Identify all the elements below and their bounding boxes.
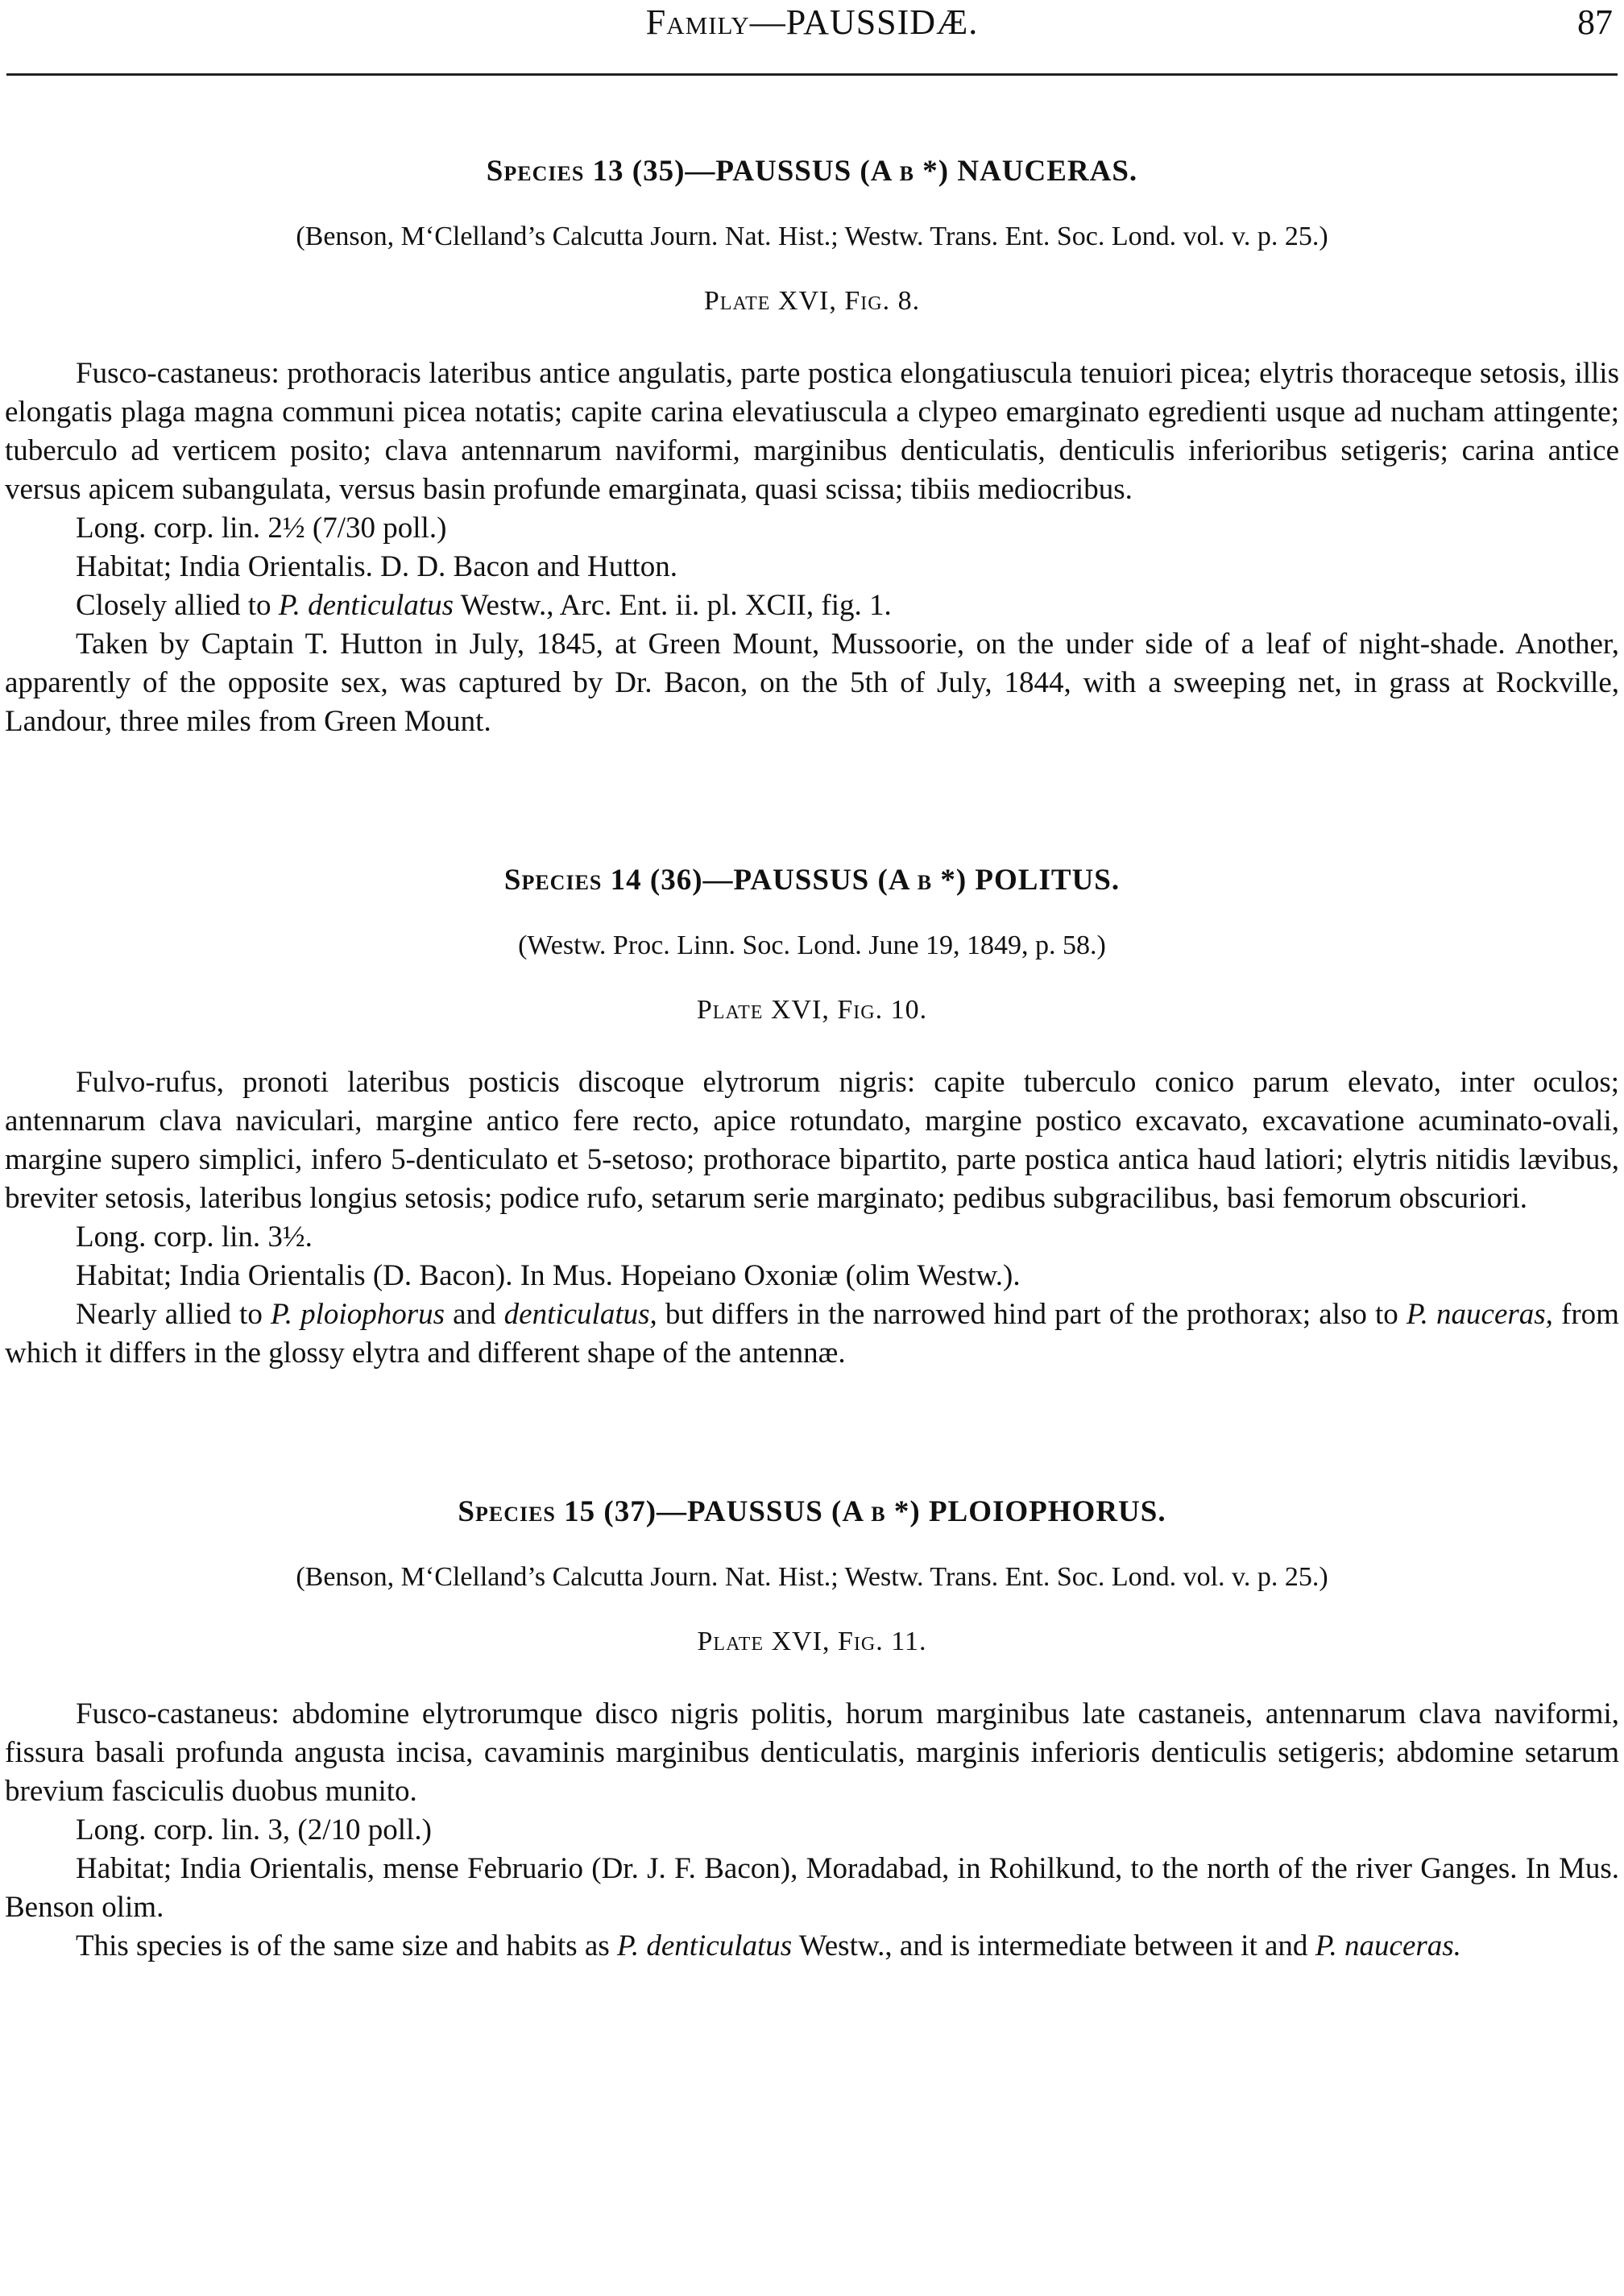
comparison-text: This species is of the same size and habits as xyxy=(76,1929,617,1962)
species-heading: Species 14 (36)—PAUSSUS (A b *) POLITUS. xyxy=(503,864,1121,897)
affinity-text: but differs in the narrowed hind part of the prothorax; also to xyxy=(657,1298,1406,1331)
plate-reference: Plate XVI, Fig. 8. xyxy=(703,286,921,316)
habitat: Habitat; India Orientalis. D. D. Bacon and Hutton. xyxy=(76,550,678,583)
species-name: P. denticulatus xyxy=(278,589,454,622)
species-name: P. denticulatus xyxy=(617,1929,793,1962)
plate-reference: Plate XVI, Fig. 11. xyxy=(697,1627,927,1656)
body-length: Long. corp. lin. 3½. xyxy=(76,1221,313,1254)
latin-description: Fusco-castaneus: prothoracis lateribus antice angulatis, parte postica elongatiuscula tenuiori picea; elytris thoraceque setosis, illis elongatis plaga magna communi picea notatis; capite carina elevatiuscula a clypeo emarginato egredienti usque ad nucham attingente; tuberculo ad verticem posito; clava antennarum naviformi, marginibus denticulatis, denticulis inferioribus setigeris; carina antice versus apicem subangulata, versus basin profunde emarginata, quasi scissa; tibiis mediocribus. xyxy=(5,357,1619,506)
affinity-text: from which it differs in the glossy elytra and different shape of the antennæ. xyxy=(5,1298,1619,1370)
species-citation: (Benson, M‘Clelland’s Calcutta Journ. Nat. Hist.; Westw. Trans. Ent. Soc. Lond. vol. v. p. 25.) xyxy=(296,222,1328,251)
page-number: 87 xyxy=(1577,2,1613,42)
species-name: P. ploiophorus xyxy=(270,1298,445,1331)
species-section-ploiophorus xyxy=(0,1494,1624,1966)
affinity-text: Closely allied to xyxy=(76,589,279,622)
body-length: Long. corp. lin. 2½ (7/30 poll.) xyxy=(76,512,447,545)
comparison-text: Westw., and is intermediate between it and xyxy=(792,1929,1315,1962)
latin-description: Fusco-castaneus: abdomine elytrorumque disco nigris politis, horum marginibus late castaneis, antennarum clava naviformi, fissura basali profunda angusta incisa, cavaminis marginibus denticulatis, marginis inferioris denticulis setigeris; abdomine setarum brevium fasciculis duobus munito. xyxy=(5,1697,1619,1808)
species-citation: (Benson, M‘Clelland’s Calcutta Journ. Nat. Hist.; Westw. Trans. Ent. Soc. Lond. vol. v. p. 25.) xyxy=(296,1562,1328,1592)
species-section-politus xyxy=(0,862,1624,1373)
running-title: Family—PAUSSIDÆ. xyxy=(645,2,979,42)
comparison-note xyxy=(5,1927,1619,1966)
species-citation: (Westw. Proc. Linn. Soc. Lond. June 19, 1849, p. 58.) xyxy=(518,930,1106,960)
collection-notes: Taken by Captain T. Hutton in July, 1845, at Green Mount, Mussoorie, on the under side of a leaf of night-shade. Another, apparently of the opposite sex, was captured by Dr. Bacon, on the 5th of July, 1844, with a sweeping net, in grass at Rockville, Landour, three miles from Green Mount. xyxy=(5,628,1619,738)
species-section-nauceras xyxy=(0,153,1624,741)
header-rule xyxy=(6,73,1618,76)
habitat: Habitat; India Orientalis, mense Februario (Dr. J. F. Bacon), Moradabad, in Rohilkund, to the north of the river Ganges. In Mus. Benson olim. xyxy=(5,1852,1619,1924)
latin-description: Fulvo-rufus, pronoti lateribus posticis discoque elytrorum nigris: capite tuberculo conico parum elevato, inter oculos; antennarum clava naviculari, margine antico fere recto, apice rotundato, margine postico excavato, excavatione acuminato-ovali, margine supero simplici, infero 5-denticulato et 5-setoso; prothorace bipartito, parte postica antica haud latiori; elytris nitidis lævibus, breviter setosis, lateribus longius setosis; podice rufo, setarum serie marginato; pedibus subgracilibus, basi femorum obscuriori. xyxy=(5,1066,1619,1215)
affinity-note xyxy=(5,1295,1619,1373)
species-name: denticulatus, xyxy=(503,1298,657,1331)
page-content xyxy=(0,153,1624,2087)
affinity-text: Nearly allied to xyxy=(76,1298,271,1331)
body-length: Long. corp. lin. 3, (2/10 poll.) xyxy=(76,1813,432,1846)
species-name: P. nauceras, xyxy=(1406,1298,1553,1331)
species-heading: Species 13 (35)—PAUSSUS (A b *) NAUCERAS. xyxy=(486,155,1138,188)
species-heading: Species 15 (37)—PAUSSUS (A b *) PLOIOPHORUS. xyxy=(458,1495,1166,1528)
running-head xyxy=(0,0,1624,73)
species-name: P. nauceras. xyxy=(1315,1929,1461,1962)
affinity-text: Westw., Arc. Ent. ii. pl. XCII, fig. 1. xyxy=(453,589,892,622)
habitat: Habitat; India Orientalis (D. Bacon). In Mus. Hopeiano Oxoniæ (olim Westw.). xyxy=(76,1259,1021,1292)
affinity-text: and xyxy=(445,1298,504,1331)
plate-reference: Plate XVI, Fig. 10. xyxy=(696,995,928,1025)
affinity-note xyxy=(5,586,1619,625)
